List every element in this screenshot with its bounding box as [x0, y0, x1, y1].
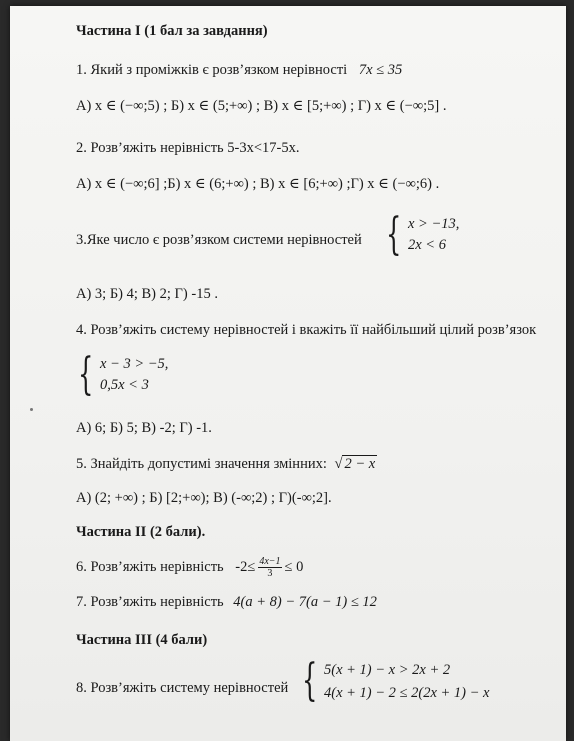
q4-sys-line-2: 0,5x < 3 [100, 377, 149, 393]
q1-text [76, 62, 402, 79]
q5-radicand: 2 − x [344, 456, 376, 472]
q6-question: 6. Розв’яжіть нерівність [76, 558, 224, 575]
q6-fraction [258, 556, 281, 579]
q7-text [76, 594, 377, 611]
q3-brace: { [386, 209, 402, 260]
q8-sys-line-2: 4(x + 1) − 2 ≤ 2(2x + 1) − x [324, 685, 490, 701]
q6-left: -2≤ [235, 558, 256, 575]
part3-title: Частина ІІІ (4 бали) [76, 632, 208, 648]
q1-inequality: 7x ≤ 35 [358, 62, 403, 78]
q5-question: 5. Знайдіть допустимі значення змінних: [76, 456, 327, 472]
q8-text: 8. Розв’яжіть систему нерівностей [76, 680, 289, 696]
q6-text [76, 556, 303, 579]
q6-numerator: 4x−1 [259, 556, 281, 567]
q6-denominator: 3 [267, 568, 273, 579]
q3-text: 3.Яке число є розв’язком системи нерівностей [76, 232, 362, 248]
q4-text: 4. Розв’яжіть систему нерівностей і вкажіть її найбільший цілий розв’язок [76, 322, 537, 338]
q3-sys-line-1: x > −13, [408, 216, 460, 232]
q3-sys-line-2: 2x < 6 [408, 237, 446, 253]
q4-sys-line-1: x − 3 > −5, [100, 356, 169, 372]
q5-sqrt: √ 2 − x [334, 456, 376, 472]
q2-text: 2. Розв’яжіть нерівність 5-3x<17-5x. [76, 140, 300, 156]
q1-question: 1. Який з проміжків є розв’язком нерівності [76, 62, 348, 78]
q4-brace: { [78, 349, 94, 400]
q8-brace: { [302, 655, 318, 706]
part2-title: Частина ІІ (2 бали). [76, 524, 206, 540]
q4-options: А) 6; Б) 5; В) -2; Г) -1. [76, 420, 212, 436]
q5-text [76, 456, 377, 473]
q1-options: А) x ∈ (−∞;5) ; Б) x ∈ (5;+∞) ; В) x ∈ [5;+∞) ; Г) x ∈ (−∞;5] . [76, 98, 447, 114]
q4-system [78, 349, 169, 400]
q3-system [386, 209, 460, 260]
q7-question: 7. Розв’яжіть нерівність [76, 594, 224, 610]
q8-system [302, 655, 490, 706]
q6-right: ≤ 0 [284, 558, 304, 575]
speck-mark [30, 408, 33, 411]
part1-title: Частина І (1 бал за завдання) [76, 23, 268, 39]
q5-options: А) (2; +∞) ; Б) [2;+∞); В) (-∞;2) ; Г)(-∞;2]. [76, 490, 332, 506]
q3-options: А) 3; Б) 4; В) 2; Г) -15 . [76, 286, 218, 302]
q7-inequality: 4(a + 8) − 7(a − 1) ≤ 12 [233, 594, 377, 610]
q8-sys-line-1: 5(x + 1) − x > 2x + 2 [324, 662, 451, 678]
q2-options: А) x ∈ (−∞;6] ;Б) x ∈ (6;+∞) ; В) x ∈ [6;+∞) ;Г) x ∈ (−∞;6) . [76, 176, 440, 192]
